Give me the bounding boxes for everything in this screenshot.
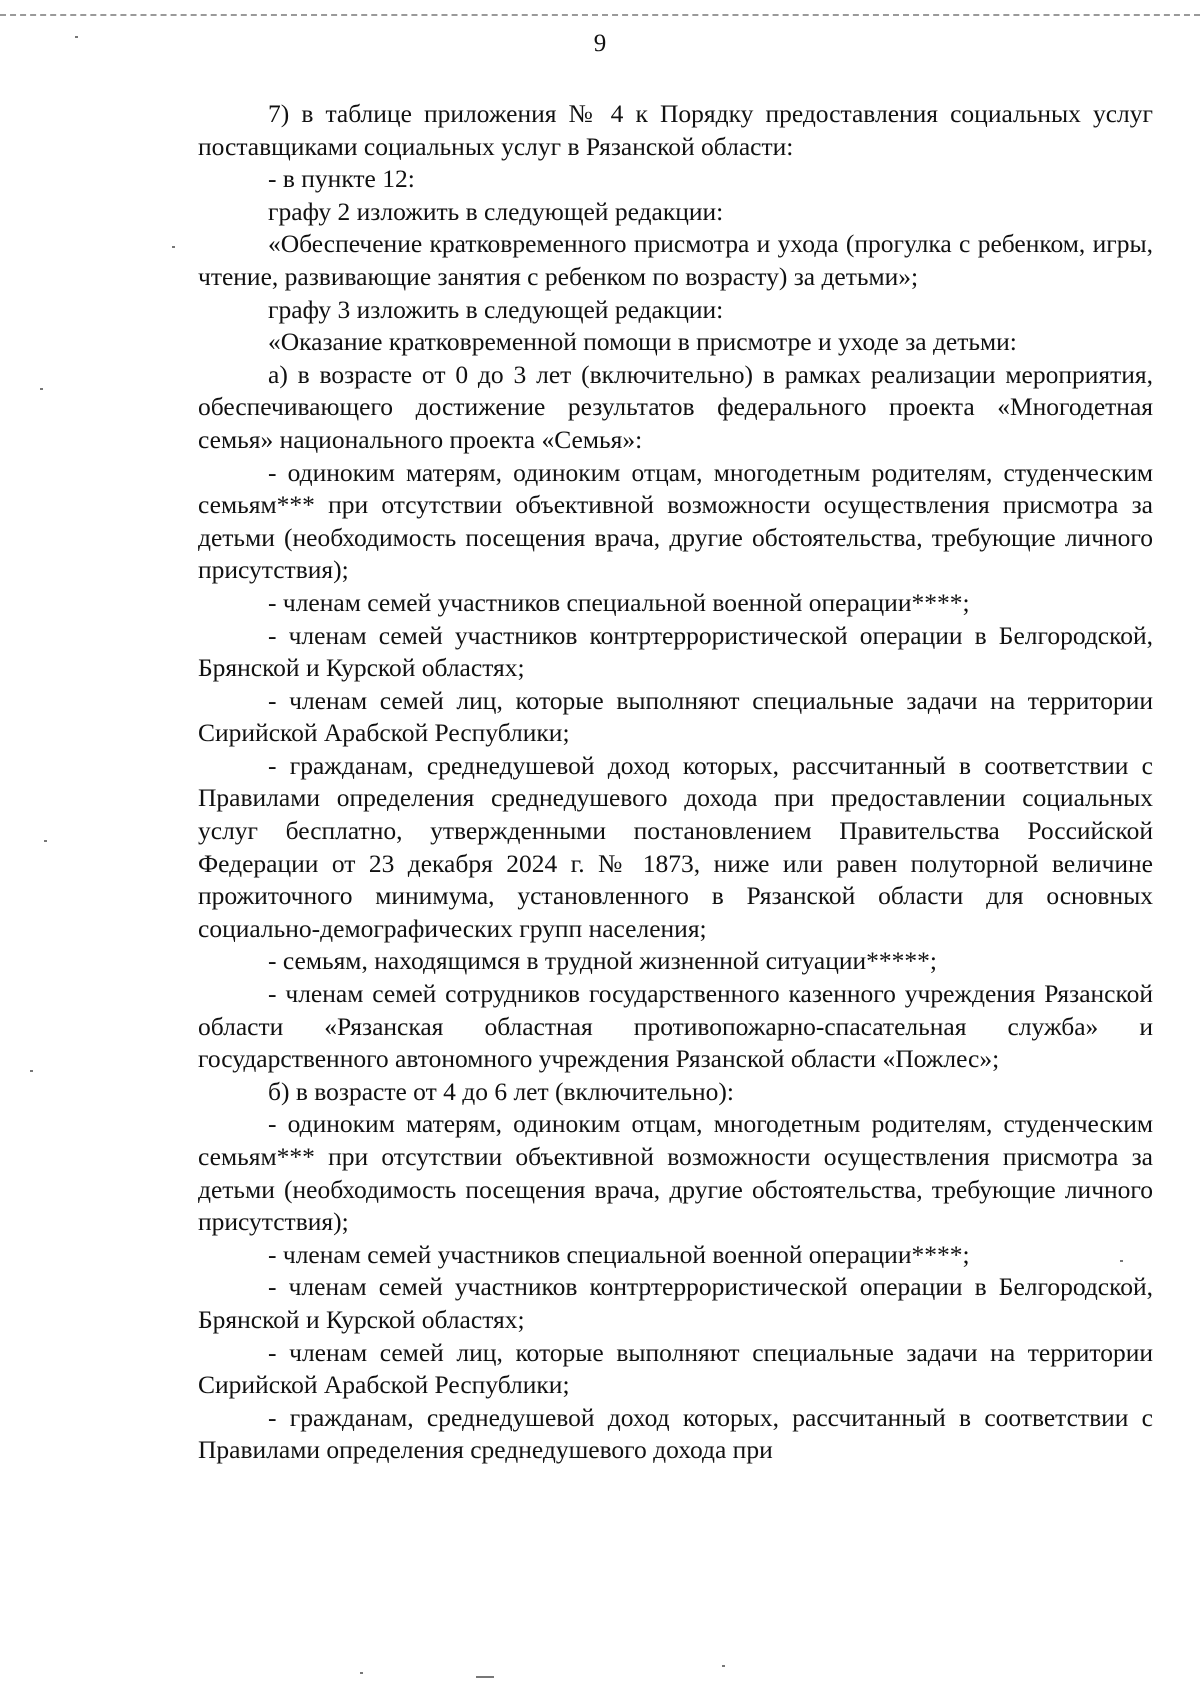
paragraph: - в пункте 12: xyxy=(268,164,415,194)
paragraph: - гражданам, среднедушевой доход которых, рассчитанный в соответствии с Правилами определения среднедушевого дохода при xyxy=(198,1402,1153,1465)
paragraph: «Оказание кратковременной помощи в присмотре и уходе за детьми: xyxy=(268,327,1017,357)
paragraph: - членам семей лиц, которые выполняют специальные задачи на территории Сирийской Арабской Республики; xyxy=(198,685,1153,748)
scan-speck xyxy=(40,388,43,390)
scan-speck xyxy=(360,1672,363,1674)
paragraph: графу 3 изложить в следующей редакции: xyxy=(268,294,724,324)
paragraph: - гражданам, среднедушевой доход которых, рассчитанный в соответствии с Правилами определения среднедушевого дохода при предоставлении социальных услуг бесплатно, утвержденными постановлением Правительства Российской Федерации от 23 декабря 2024 г. № 1873, ниже или равен полуторной величине прожиточного минимума, установленного в Рязанской области для основных социально-демографических групп населения; xyxy=(198,750,1153,943)
paragraph: - членам семей участников специальной военной операции****; xyxy=(268,587,970,617)
page-number: 9 xyxy=(593,30,607,57)
document-body xyxy=(198,98,1153,1467)
scan-speck xyxy=(476,1676,494,1678)
scan-top-edge xyxy=(0,14,1200,16)
scan-speck xyxy=(722,1665,725,1667)
paragraph: «Обеспечение кратковременного присмотра и ухода (прогулка с ребенком, игры, чтение, развивающие занятия с ребенком по возрасту) за детьми»; xyxy=(198,229,1153,291)
paragraph: - одиноким матерям, одиноким отцам, многодетным родителям, студенческим семьям*** при отсутствии объективной возможности осуществления присмотра за детьми (необходимость посещения врача, другие обстоятельства, требующие личного присутствия); xyxy=(198,1109,1153,1237)
paragraph: - членам семей участников специальной военной операции****; xyxy=(268,1239,970,1269)
paragraph: графу 2 изложить в следующей редакции: xyxy=(268,196,724,226)
scan-speck xyxy=(75,36,78,38)
paragraph: - членам семей лиц, которые выполняют специальные задачи на территории Сирийской Арабской Республики; xyxy=(198,1337,1153,1400)
paragraph: - членам семей участников контртеррористической операции в Белгородской, Брянской и Курской областях; xyxy=(198,1272,1153,1334)
paragraph: - семьям, находящимся в трудной жизненной ситуации*****; xyxy=(268,946,937,976)
paragraph: - членам семей сотрудников государственного казенного учреждения Рязанской области «Рязанская областная противопожарно-спасательная служба» и государственного автономного учреждения Рязанской области «Пожлес»; xyxy=(198,979,1153,1074)
scan-speck xyxy=(44,840,47,842)
paragraph: 7) в таблице приложения № 4 к Порядку предоставления социальных услуг поставщиками социальных услуг в Рязанской области: xyxy=(198,99,1153,161)
scan-speck xyxy=(1120,1260,1123,1262)
paragraph: - одиноким матерям, одиноким отцам, многодетным родителям, студенческим семьям*** при отсутствии объективной возможности осуществления присмотра за детьми (необходимость посещения врача, другие обстоятельства, требующие личного присутствия); xyxy=(198,457,1153,585)
paragraph: б) в возрасте от 4 до 6 лет (включительно): xyxy=(268,1076,734,1106)
paragraph: а) в возрасте от 0 до 3 лет (включительно) в рамках реализации мероприятия, обеспечивающего достижение результатов федерального проекта «Многодетная семья» национального проекта «Семья»: xyxy=(198,359,1153,454)
paragraph: - членам семей участников контртеррористической операции в Белгородской, Брянской и Курской областях; xyxy=(198,620,1153,683)
scan-speck xyxy=(30,1070,33,1072)
scan-speck xyxy=(172,246,175,248)
